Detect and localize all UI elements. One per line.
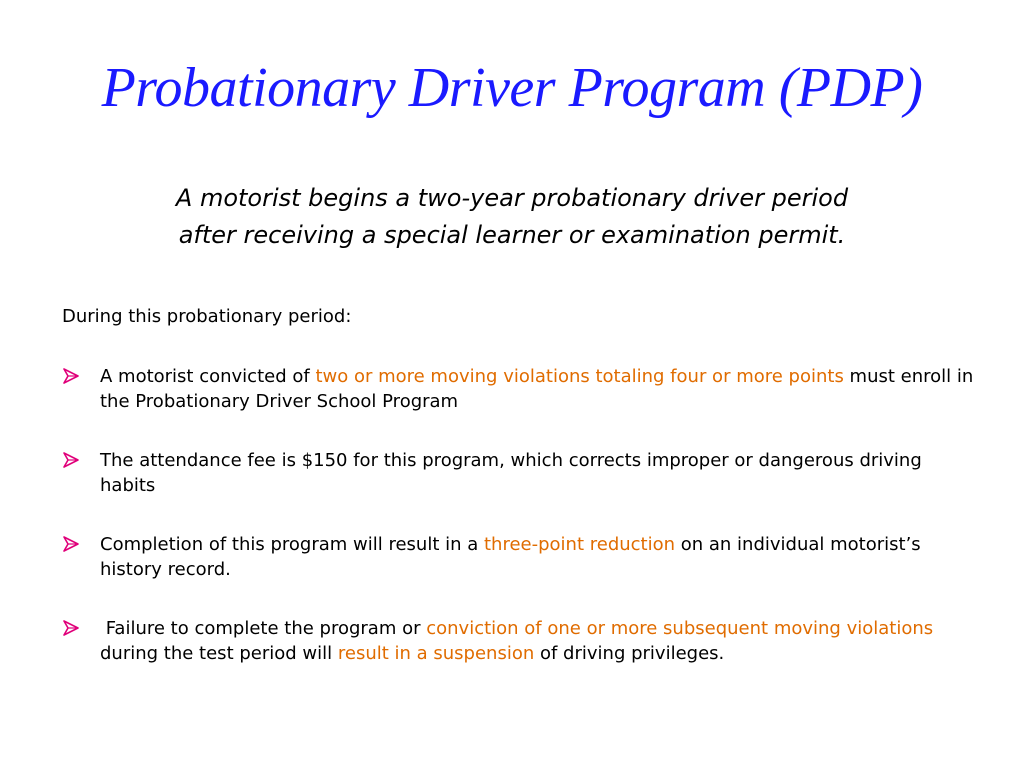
arrow-bullet-icon <box>62 451 80 469</box>
bullet-1-text: A motorist convicted of <box>100 366 316 387</box>
bullet-3-text-end: on an individual motorist’s history record. <box>100 534 921 580</box>
bullet-1-text-end: must enroll in the Probationary Driver School Program <box>100 366 974 412</box>
bullet-4-highlight-1: conviction of one or more subsequent moving violations <box>426 618 934 639</box>
bullet-item-2 <box>62 448 982 498</box>
arrow-bullet-icon <box>62 367 80 385</box>
bullet-item-4 <box>62 616 982 666</box>
bullet-4-text-mid: during the test period will <box>100 643 338 664</box>
subtitle-line-1: A motorist begins a two-year probationary driver period <box>175 184 849 212</box>
arrow-bullet-icon <box>62 619 80 637</box>
slide-title: Probationary Driver Program (PDP) <box>101 57 923 119</box>
intro-text: During this probationary period: <box>62 306 352 327</box>
bullet-4-text: Failure to complete the program or <box>100 618 427 639</box>
bullet-2-text: The attendance fee is $150 for this program, which corrects improper or dangerous driving habits <box>100 450 922 496</box>
subtitle-line-2: after receiving a special learner or examination permit. <box>178 221 846 249</box>
bullet-1-highlight: two or more moving violations totaling four or more points <box>315 366 844 387</box>
bullet-item-3 <box>62 532 982 582</box>
bullet-list <box>62 364 982 700</box>
bullet-3-text: Completion of this program will result in a <box>100 534 484 555</box>
slide-subtitle <box>62 180 962 254</box>
arrow-bullet-icon <box>62 535 80 553</box>
bullet-4-highlight-2: result in a suspension <box>337 643 535 664</box>
bullet-item-1 <box>62 364 982 414</box>
bullet-3-highlight: three-point reduction <box>484 534 676 555</box>
bullet-4-text-end: of driving privileges. <box>534 643 725 664</box>
